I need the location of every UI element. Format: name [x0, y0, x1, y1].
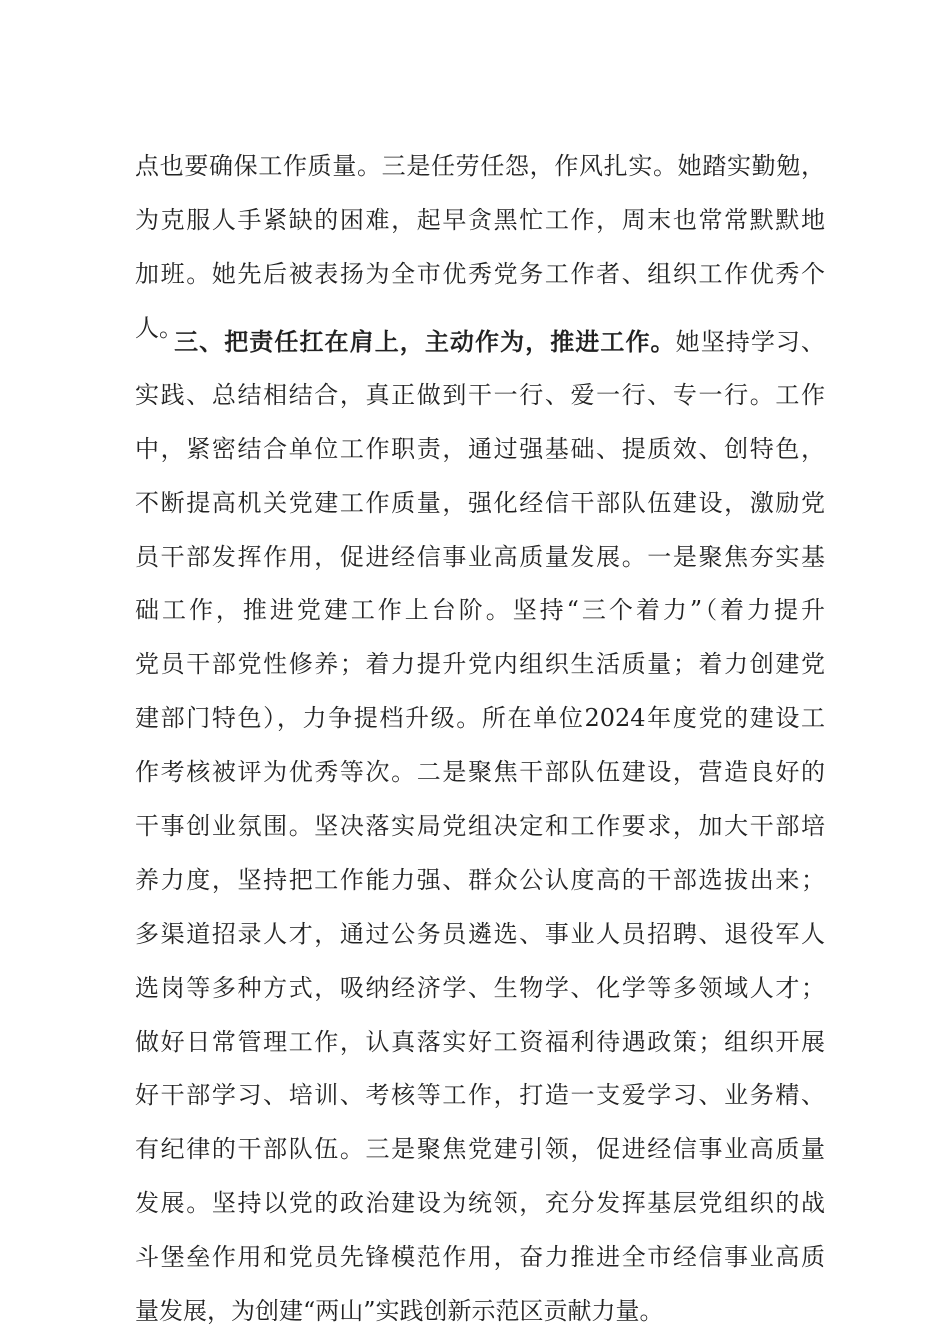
- paragraph-1-line: 为克服人手紧缺的困难，起早贪黑忙工作，周末也常常默默地: [135, 205, 825, 234]
- paragraph-2-line: 选岗等多种方式，吸纳经济学、生物学、化学等多领域人才；: [135, 973, 825, 1002]
- paragraph-2-line: 做好日常管理工作，认真落实好工资福利待遇政策；组织开展: [135, 1027, 825, 1056]
- paragraph-2-line: 不断提高机关党建工作质量，强化经信干部队伍建设，激励党: [135, 488, 825, 517]
- paragraph-2-line: 发展。坚持以党的政治建设为统领，充分发挥基层党组织的战: [135, 1189, 825, 1218]
- paragraph-2-first-line: [135, 315, 825, 369]
- paragraph-2-line: 干事创业氛围。坚决落实局党组决定和工作要求，加大干部培: [135, 812, 825, 841]
- paragraph-2-line: 养力度，坚持把工作能力强、群众公认度高的干部选拔出来；: [135, 865, 825, 894]
- paragraph-2-line: 中，紧密结合单位工作职责，通过强基础、提质效、创特色，: [135, 434, 825, 463]
- section-heading: 三、把责任扛在肩上，主动作为，推进工作。: [173, 327, 676, 356]
- paragraph-2-first-line-rest: 她坚持学习、: [675, 328, 826, 356]
- paragraph-1-line: 人。: [135, 313, 183, 342]
- paragraph-2-line: 好干部学习、培训、考核等工作，打造一支爱学习、业务精、: [135, 1081, 825, 1110]
- paragraph-2-line: 有纪律的干部队伍。三是聚焦党建引领，促进经信事业高质量: [135, 1135, 825, 1164]
- paragraph-2-line: 斗堡垒作用和党员先锋模范作用，奋力推进全市经信事业高质: [135, 1243, 825, 1272]
- paragraph-2-line: 量发展，为创建“两山”实践创新示范区贡献力量。: [135, 1297, 664, 1326]
- paragraph-1-line: 加班。她先后被表扬为全市优秀党务工作者、组织工作优秀个: [135, 259, 825, 288]
- paragraph-2-line: 建部门特色），力争提档升级。所在单位2024年度党的建设工: [135, 704, 825, 733]
- paragraph-2-line: 员干部发挥作用，促进经信事业高质量发展。一是聚焦夯实基: [135, 542, 825, 571]
- paragraph-2: [135, 315, 825, 1339]
- paragraph-2-line: 作考核被评为优秀等次。二是聚焦干部队伍建设，营造良好的: [135, 758, 825, 787]
- paragraph-2-line: 党员干部党性修养；着力提升党内组织生活质量；着力创建党: [135, 650, 825, 679]
- paragraph-1-line: 点也要确保工作质量。三是任劳任怨，作风扎实。她踏实勤勉，: [135, 152, 825, 180]
- paragraph-2-line: 础工作，推进党建工作上台阶。坚持“三个着力”（着力提升: [135, 596, 825, 625]
- paragraph-2-line: 多渠道招录人才，通过公务员遴选、事业人员招聘、退役军人: [135, 919, 825, 948]
- paragraph-2-line: 实践、总结相结合，真正做到干一行、爱一行、专一行。工作: [135, 380, 825, 409]
